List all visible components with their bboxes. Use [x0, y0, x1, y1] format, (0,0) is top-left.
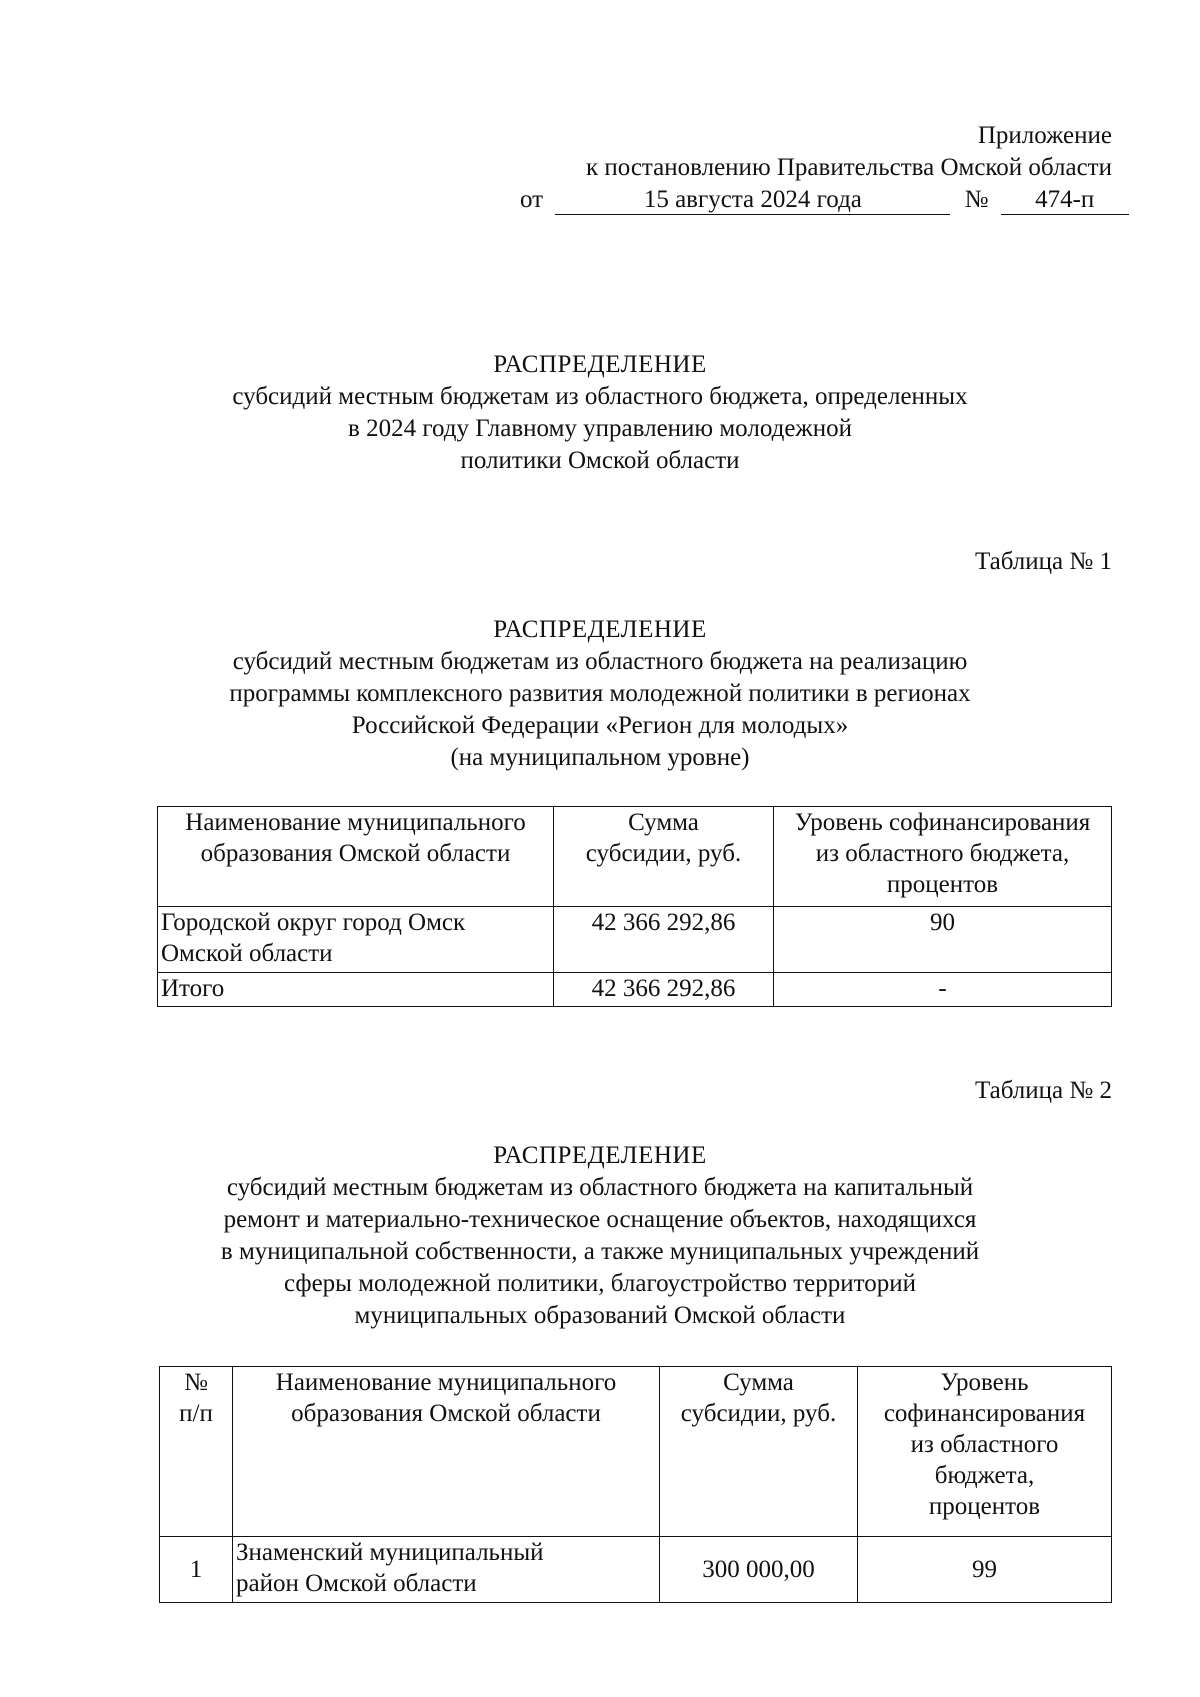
- table1-row-name: Городской округ город Омск Омской области: [158, 907, 554, 973]
- table-row: [158, 907, 1112, 973]
- main-heading: [120, 349, 1080, 477]
- table2: [159, 1366, 1112, 1603]
- table1-total-level: -: [774, 973, 1112, 1007]
- table1: [157, 806, 1112, 1007]
- table1-total-name: Итого: [158, 973, 554, 1007]
- table1-header-level: Уровень софинансирования из областного бюджета, процентов: [774, 807, 1112, 907]
- table1-line3: Российской Федерации «Регион для молодых»: [351, 712, 849, 739]
- table1-line4: (на муниципальном уровне): [450, 744, 750, 771]
- table1-label: Таблица № 1: [974, 548, 1112, 575]
- table2-header-row: [160, 1367, 1112, 1537]
- table1-line1: субсидий местным бюджетам из областного бюджета на реализацию: [232, 648, 968, 675]
- table2-row-level: 99: [858, 1537, 1112, 1603]
- main-heading-title: РАСПРЕДЕЛЕНИЕ: [493, 351, 707, 378]
- table-row: [160, 1537, 1112, 1603]
- table2-heading: [120, 1140, 1080, 1332]
- table2-row-sum: 300 000,00: [660, 1537, 858, 1603]
- table2-header-num: № п/п: [160, 1367, 233, 1537]
- main-heading-line3: политики Омской области: [460, 447, 740, 474]
- table1-row-level: 90: [774, 907, 1112, 973]
- table1-line2: программы комплексного развития молодежной политики в регионах: [229, 680, 971, 707]
- resolution-number: 474-п: [1001, 186, 1129, 215]
- table1-heading: [120, 614, 1080, 774]
- table2-title: РАСПРЕДЕЛЕНИЕ: [493, 1142, 707, 1169]
- table2-line4: сферы молодежной политики, благоустройство территорий: [283, 1270, 917, 1297]
- table1-total-sum: 42 366 292,86: [554, 973, 774, 1007]
- table1-title: РАСПРЕДЕЛЕНИЕ: [493, 616, 707, 643]
- table2-header-sum: Сумма субсидии, руб.: [660, 1367, 858, 1537]
- table1-header-sum: Сумма субсидии, руб.: [554, 807, 774, 907]
- table2-row-name: Знаменский муниципальный район Омской области: [233, 1537, 660, 1603]
- table2-row-num: 1: [160, 1537, 233, 1603]
- table2-line2: ремонт и материально-техническое оснащение объектов, находящихся: [223, 1206, 977, 1233]
- appendix-header: [520, 120, 1112, 216]
- appendix-date-line: [520, 184, 1112, 216]
- main-heading-line2: в 2024 году Главному управлению молодежной: [348, 415, 852, 442]
- table1-row-sum: 42 366 292,86: [554, 907, 774, 973]
- table2-line5: муниципальных образований Омской области: [354, 1302, 846, 1329]
- main-heading-line1: субсидий местным бюджетам из областного бюджета, определенных: [232, 383, 968, 410]
- appendix-title: Приложение: [977, 122, 1112, 149]
- table1-header-name: Наименование муниципального образования Омской области: [158, 807, 554, 907]
- table2-line1: субсидий местным бюджетам из областного бюджета на капитальный: [226, 1174, 974, 1201]
- table2-header-level: Уровень софинансирования из областного бюджета, процентов: [858, 1367, 1112, 1537]
- date-prefix: от: [520, 186, 544, 213]
- appendix-resolution-line: к постановлению Правительства Омской области: [585, 154, 1112, 181]
- table1-header-row: [158, 807, 1112, 907]
- number-prefix: №: [964, 186, 989, 213]
- table2-header-name: Наименование муниципального образования Омской области: [233, 1367, 660, 1537]
- table2-line3: в муниципальной собственности, а также муниципальных учреждений: [220, 1238, 980, 1265]
- table2-label: Таблица № 2: [974, 1077, 1112, 1104]
- table1-total-row: [158, 973, 1112, 1007]
- resolution-date: 15 августа 2024 года: [555, 186, 950, 215]
